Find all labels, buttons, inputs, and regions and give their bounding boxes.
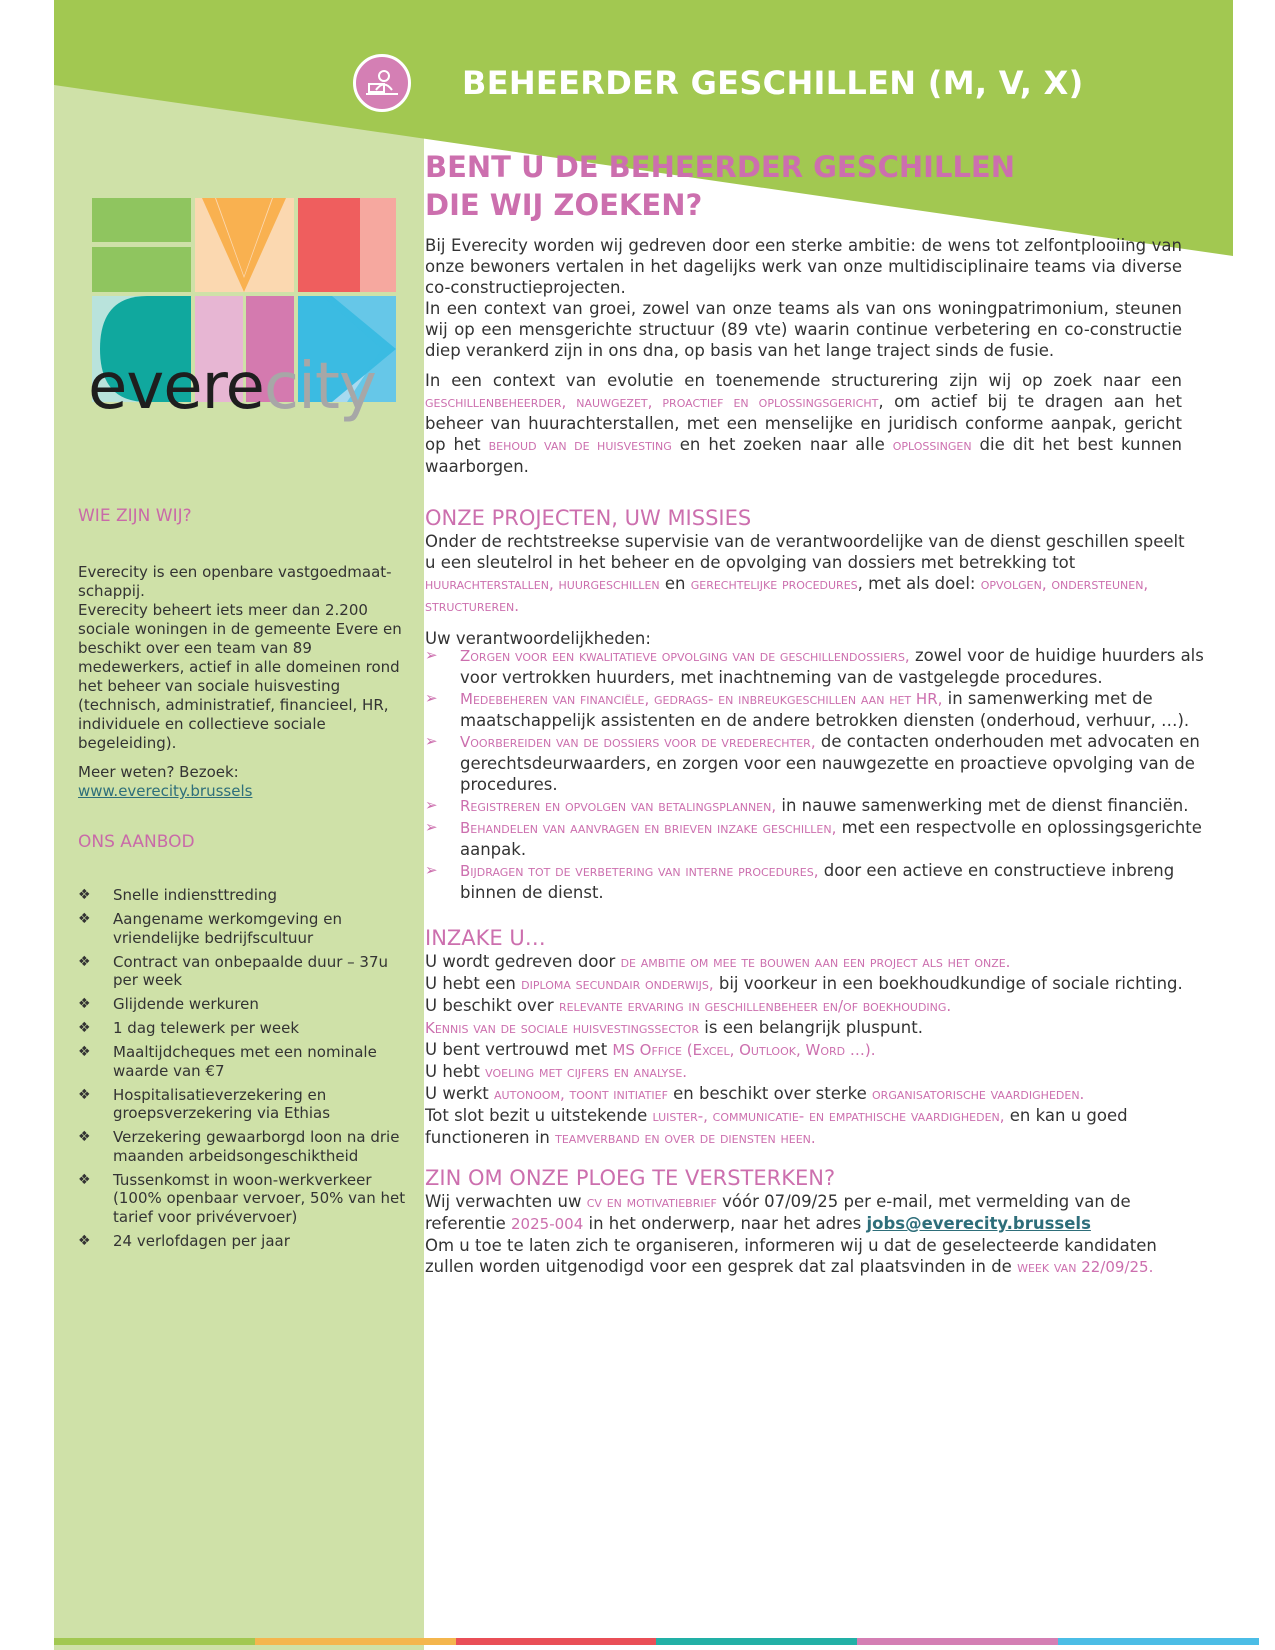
diamond-bullet-icon: ❖ <box>78 1044 91 1060</box>
profile-heading: INZAKE U… <box>425 926 546 950</box>
list-item: ❖ Hospitalisatieverzekering en groepsverzekering via Ethias <box>78 1085 331 1122</box>
profile-line: U werkt autonoom, toont initiatief en beschikt over sterke organisatorische vaardigheden. <box>425 1084 1085 1103</box>
list-item: ➢ Medebeheren van financiële, gedrags- en inbreukgeschillen aan het HR, in samenwerking met de maatschappelijk assistenten en de andere betrokken diensten (onderhoud, verhuur, …). <box>425 689 1190 730</box>
arrow-bullet-icon: ➢ <box>425 732 438 750</box>
intro-paragraph-2: In een context van groei, zowel van onze teams als van ons woningpatrimonium, steunen wij op een mensgerichte structuur (89 vte) waarin continue verbetering en co-constructie diep verankerd zijn in ons dna, op basis van het lange traject sinds de fusie. <box>425 299 1182 360</box>
apply-heading: ZIN OM ONZE PLOEG TE VERSTERKEN? <box>425 1166 836 1190</box>
wordmark-light: city <box>263 350 376 424</box>
everecity-wordmark <box>88 350 376 424</box>
diamond-bullet-icon: ❖ <box>78 1086 91 1103</box>
list-item: ❖ 1 dag telewerk per week <box>78 1019 300 1037</box>
diamond-bullet-icon: ❖ <box>78 996 91 1012</box>
profile-line: U hebt een diploma secundair onderwijs, bij voorkeur in een boekhoudkundige of sociale richting. <box>425 974 1183 993</box>
arrow-bullet-icon: ➢ <box>425 818 438 836</box>
diamond-bullet-icon: ❖ <box>78 953 91 970</box>
arrow-bullet-icon: ➢ <box>425 861 438 879</box>
profile-line: U bent vertrouwd met MS Office (Excel, Outlook, Word …). <box>425 1040 876 1059</box>
hero-line-1: BENT U DE BEHEERDER GESCHILLEN <box>425 150 1016 184</box>
wordmark-dark: evere <box>88 350 264 424</box>
intro-text <box>425 235 1182 477</box>
offer-list <box>78 886 408 1256</box>
list-item: ❖ Verzekering gewaarborgd loon na drie maanden arbeidsongeschiktheid <box>78 1128 400 1165</box>
footer-segment <box>656 1638 857 1645</box>
footer-segment <box>255 1638 456 1645</box>
profile-line: Kennis van de sociale huisvestingssector is een belangrijk pluspunt. <box>425 1018 923 1037</box>
offer-heading: ONS AANBOD <box>78 832 195 852</box>
list-item: ❖ Contract van onbepaalde duur – 37u per week <box>78 952 388 989</box>
arrow-bullet-icon: ➢ <box>425 689 438 707</box>
profile-line: Tot slot bezit u uitstekende luister-, communicatie- en empathische vaardigheden, en kan u goed functioneren in teamverband en over de diensten heen. <box>425 1106 1128 1147</box>
footer-color-bar <box>54 1638 1259 1645</box>
list-item: ➢ Voorbereiden van de dossiers voor de vrederechter, de contacten onderhouden met advocaten en gerechtsdeurwaarders, en zorgen voor een nauwgezette en proactieve opvolging van de procedures. <box>425 732 1200 794</box>
profile-line: U wordt gedreven door de ambitie om mee te bouwen aan een project als het onze. <box>425 952 1011 971</box>
footer-segment <box>857 1638 1058 1645</box>
list-item: ➢ Behandelen van aanvragen en brieven inzake geschillen, met een respectvolle en oplossingsgerichte aanpak. <box>425 818 1202 859</box>
more-info <box>78 763 408 801</box>
who-text-2: Everecity beheert iets meer dan 2.200 sociale woningen in de gemeente Evere en beschikt over een team van 89 medewerkers, actief in alle domeinen rond het beheer van sociale huisvesting (technisch, administratief, financieel, HR, individuele en collectieve sociale begeleiding). <box>78 601 402 752</box>
more-prefix: Meer weten? Bezoek: <box>78 763 239 781</box>
projects-heading: ONZE PROJECTEN, UW MISSIES <box>425 506 752 530</box>
hero-heading <box>425 148 1015 224</box>
list-item: ❖ Snelle indiensttreding <box>78 886 278 904</box>
profile-line: U beschikt over relevante ervaring in geschillenbeheer en/of boekhouding. <box>425 996 952 1015</box>
responsibilities-list <box>425 645 1220 903</box>
website-link[interactable]: www.everecity.brussels <box>78 782 253 800</box>
hero-line-2: DIE WIJ ZOEKEN? <box>425 188 703 222</box>
person-at-laptop-icon <box>353 54 411 112</box>
list-item: ➢ Registreren en opvolgen van betalingsplannen, in nauwe samenwerking met de dienst financiën. <box>425 796 1189 815</box>
diamond-bullet-icon: ❖ <box>78 1232 91 1249</box>
profile-line: U hebt voeling met cijfers en analyse. <box>425 1062 688 1081</box>
apply-text <box>425 1191 1195 1278</box>
profile-text <box>425 951 1195 1149</box>
list-item: ❖ Maaltijdcheques met een nominale waarde van €7 <box>78 1043 377 1080</box>
who-text <box>78 563 408 753</box>
list-item: ❖ Glijdende werkuren <box>78 995 259 1013</box>
apply-paragraph-2: Om u toe te laten zich te organiseren, informeren wij u dat de geselecteerde kandidaten zullen worden uitgenodigd voor een gesprek dat zal plaatsvinden in de week van 22/09/25. <box>425 1236 1157 1276</box>
footer-segment <box>54 1638 255 1645</box>
footer-segment <box>1058 1638 1259 1645</box>
email-link[interactable]: jobs@everecity.brussels <box>866 1214 1091 1233</box>
intro-paragraph-3: In een context van evolutie en toenemende structurering zijn wij op zoek naar een geschillenbeheerder, nauwgezet, proactief en oplossingsgericht, om actief bij te dragen aan het beheer van huurachterstallen, met een menselijke en juridisch conforme aanpak, gericht op het behoud van de huisvesting en het zoeken naar alle oplossingen die dit het best kunnen waarborgen. <box>425 371 1182 476</box>
list-item: ❖ 24 verlofdagen per jaar <box>78 1231 290 1250</box>
list-item: ❖ Tussenkomst in woon-werkverkeer (100% openbaar vervoer, 50% van het tarief voor privévervoer) <box>78 1170 406 1226</box>
intro-paragraph-1: Bij Everecity worden wij gedreven door een sterke ambitie: de wens tot zelfontplooiing van onze bewoners vertalen in het dagelijks werk van onze multidisciplinaire teams via diverse co-constructieprojecten. <box>425 236 1182 297</box>
arrow-bullet-icon: ➢ <box>425 796 438 814</box>
diamond-bullet-icon: ❖ <box>78 1020 91 1036</box>
diamond-bullet-icon: ❖ <box>78 1129 91 1145</box>
list-item: ➢ Zorgen voor een kwalitatieve opvolging van de geschillendossiers, zowel voor de huidige huurders als voor vertrokken huurders, met inachtneming van de vastgelegde procedures. <box>425 646 1204 687</box>
projects-text <box>425 531 1195 649</box>
diamond-bullet-icon: ❖ <box>78 887 91 903</box>
responsibilities-label: Uw verantwoordelijkheden: <box>425 629 651 648</box>
diamond-bullet-icon: ❖ <box>78 911 91 927</box>
job-title: BEHEERDER GESCHILLEN (M, V, X) <box>462 64 1084 102</box>
who-heading: WIE ZIJN WIJ? <box>78 506 192 526</box>
diamond-bullet-icon: ❖ <box>78 1171 91 1188</box>
footer-segment <box>456 1638 657 1645</box>
list-item: ➢ Bijdragen tot de verbetering van interne procedures, door een actieve en constructieve inbreng binnen de dienst. <box>425 861 1175 902</box>
who-text-1: Everecity is een openbare vastgoedmaat-schappij. <box>78 563 392 600</box>
list-item: ❖ Aangename werkomgeving en vriendelijke bedrijfscultuur <box>78 910 342 947</box>
arrow-bullet-icon: ➢ <box>425 646 438 664</box>
apply-paragraph-1: Wij verwachten uw cv en motivatiebrief vóór 07/09/25 per e-mail, met vermelding van de referentie 2025-004 in het onderwerp, naar het adres jobs@everecity.brussels <box>425 1192 1131 1233</box>
projects-paragraph: Onder de rechtstreekse supervisie van de verantwoordelijke van de dienst geschillen speelt u een sleutelrol in het beheer en de opvolging van dossiers met betrekking tot huurachterstallen, huurgeschillen en gerechtelijke procedures, met als doel: opvolgen, ondersteunen, structureren. <box>425 532 1185 615</box>
